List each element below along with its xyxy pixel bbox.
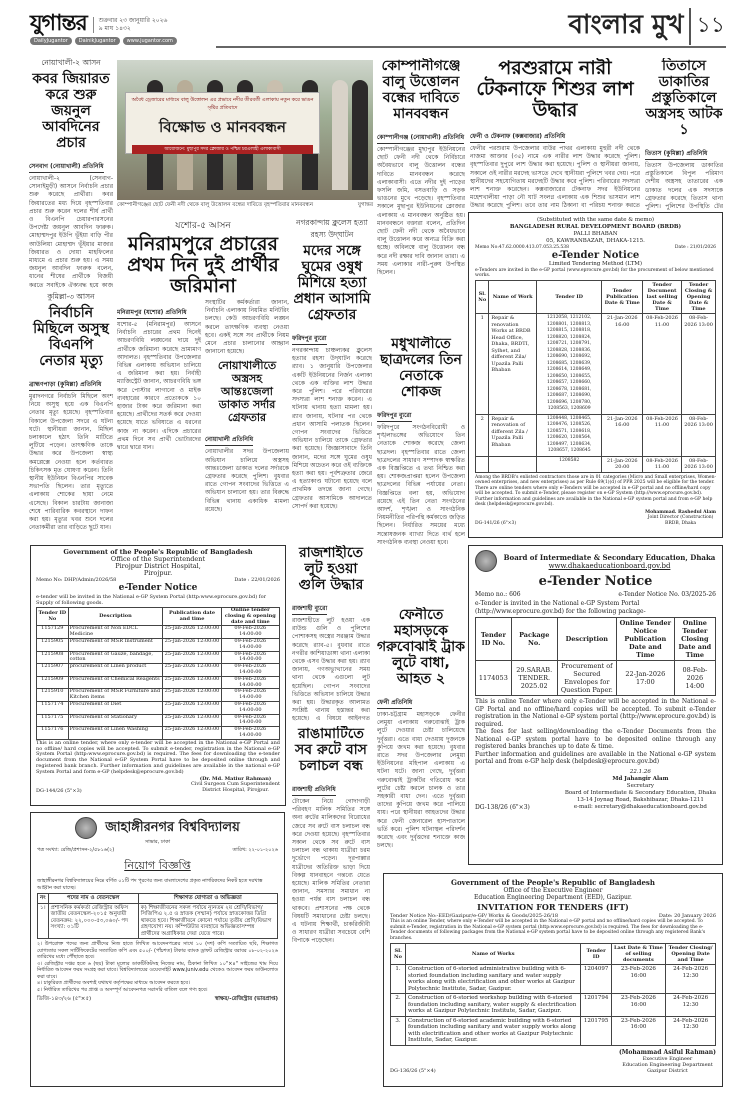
table-cell: 25-Jan-2026 12:00:00	[163, 676, 221, 689]
article-body: কোম্পানীগঞ্জের মুছাপুর ইউনিয়নের ছোট ফেনী নদী থেকে নির্বিচারে অবৈধভাবে বালু উত্তোলন বন্ধের দাবিতে মানববন্ধন করেছে এলাকাবাসী। এতে নদীর দুই পাড়ের ফসলি জমি, বসতবাড়ি ও সড়ক ভাঙনের মুখে পড়েছে। বৃহস্পতিবার সকালে মুছাপুর ইউনিয়নের ক্লোজার এলাকায় এ মানববন্ধন অনুষ্ঠিত হয়। মানববন্ধনে বক্তারা বলেন, প্রতিদিন ছোট ফেনী নদী থেকে অবৈধভাবে বালু উত্তোলন করে অন্যত্র বিক্রি করা হচ্ছে। অবিলম্বে বালু উত্তোলন বন্ধ করে নদী রক্ষার দাবি জানান তারা। এ সময় এলাকার নারী-পুরুষ উপস্থিত ছিলেন।	[377, 146, 465, 277]
note-item: ৩। রেজিস্ট্রার দপ্তর হতে ৬ (ছয়) টাকা মূল্যের ডাকটিকিটসহ নিজের নাম, ঠিকানা লিখিত ১০"×৪" সাইজের খাম দিয়ে নির্ধারিত আবেদন ফরম সংগ্রহ করা যাবে। বিশ্ববিদ্যালয়ের ওয়েবসাইট www.juniv.edu থেকেও আবেদন ফরম ডাউনলোড করা যাবে।	[37, 960, 278, 980]
table-cell: Procurement of Stationary	[68, 714, 163, 727]
table-cell: 2	[476, 414, 489, 456]
column-header: Online Tender Closing Date and Time	[674, 618, 715, 661]
table-cell: 1208448, 1208465, 1208476, 1208526, 1208571, 1208618, 1208620, 1208564, 1208497, 1208634, 1208657, 1208645	[536, 414, 602, 456]
column-header: Tender Publication Date & Time	[602, 281, 643, 314]
table-cell: 3.	[391, 1016, 406, 1045]
table-cell: 09-Feb-2026 14:00:00	[221, 651, 279, 664]
board-seal-icon	[475, 550, 497, 572]
org-line: PALLI BHABAN	[573, 231, 618, 237]
ju-notes	[37, 941, 278, 993]
signatory: স্বাক্ষর/-রেজিস্ট্রার (ভারপ্রাপ্ত)	[214, 996, 278, 1002]
column-header: পদের নাম ও বেতনস্কেল	[48, 894, 138, 904]
dhaka-board-tender-notice	[468, 545, 723, 865]
notice-intro: This is an online Tender, where only e-Tender will be accepted in the National e-GP portal and no offline/hard copies will be accepted. To submit e-Tender, registration in the National e-GP system portal (http:www.eprocure.gov.bd) is required. The fees for downloading the e-Tender documents of following packages from the National e-GP system portal have to be deposited online through any registered Bank's branches.	[390, 919, 706, 941]
section-title: বাংলার মুখ	[568, 10, 684, 40]
table-cell: 24-Feb-2026 12:30	[666, 994, 716, 1017]
protest-banner	[125, 92, 320, 154]
notice-intro: e-Tender is invited in the National e-GP System Portal (http://www.eprocure.gov.bd) for the following package-	[475, 600, 646, 615]
table-cell: 1204097	[581, 965, 611, 994]
dg-code: DG-136/26 (5"×4)	[390, 1067, 436, 1074]
ju-job-circular	[30, 812, 285, 1087]
table-cell: Procurement of Gauze, bandage, cotton	[68, 651, 163, 664]
signatory-name: (Mohammad Asiful Rahman)	[618, 1048, 716, 1056]
article-jessore	[117, 218, 289, 540]
memo-no: পত্র সংখ্যা: রেজি/প্রশাসন-২/৫৮১৬(২)	[37, 847, 115, 853]
table-header-row	[476, 281, 716, 314]
table-cell: 1215908	[37, 651, 69, 664]
online-tender-text: There are online tenders where only e-Tenders will be accepted in e-GP portal and no offline/hard copy will be accepted. To submit e-Tender, please register on e-GP System (http://www.eprocure.gov.bd). Further information and guidelines are available in the National e-GP system portal and from e-GP help desk (helpdesk@eprocure.gov.bd).	[475, 485, 713, 507]
university-name: জাহাঙ্গীরনগর বিশ্ববিদ্যালয়	[105, 819, 240, 835]
column-header: নং	[38, 894, 49, 904]
table-cell: 09-Feb-2026 14:00:00	[221, 626, 279, 639]
newspaper-logo: যুগান্তর	[30, 11, 87, 36]
table-cell: 25-Jan-2026 12:00:00	[163, 638, 221, 651]
article-nagarkanda	[292, 218, 372, 540]
dg-code: ডিজি-১৪৩/২৬ (৫"×৫)	[37, 996, 92, 1002]
byline: ব্রাহ্মণপাড়া (কুমিল্লা) প্রতিনিধি	[29, 379, 101, 391]
table-cell: 09-Feb-2026 14:00:00	[221, 714, 279, 727]
table-cell: Construction of 6-storied academic building with 6-storied foundation including sanitary and water supply works along with electrification and other works at Gazipur Polytechnic Institute, Sadar, Gazipur.	[406, 1016, 581, 1045]
headline: রাজশাহীতে লুট হওয়া গুলি উদ্ধার	[298, 545, 364, 593]
table-cell: 1208582	[536, 456, 602, 472]
byline: কোম্পানীগঞ্জ (নোয়াখালী) প্রতিনিধি	[377, 132, 464, 144]
table-cell: 08-Feb-2026 11:00	[643, 456, 682, 472]
date-bengali: ৯ মাঘ ১৪৩২	[98, 24, 131, 32]
table-cell: 1201794	[581, 994, 611, 1017]
table-cell: Construction of 6-storied workshop building with 6-storied foundation including sanitary, water supply & electrification works at Gazipur Polytechnic Institute, Sadar, Gazipur.	[406, 994, 581, 1017]
column-header: Tender ID	[536, 281, 602, 314]
table-cell: Repair & renovation of different Zila / Upazila Palli Bhaban	[489, 414, 536, 456]
byline: ফরিদপুর ব্যুরো	[377, 410, 412, 422]
date-gregorian: শুক্রবার ২৩ জানুয়ারি ২০২৬	[98, 16, 168, 24]
table-cell: procurement of Linen product	[68, 664, 163, 677]
university-logo-icon	[75, 817, 97, 839]
dg-code: DG-138/26 (6"×3)	[475, 803, 530, 811]
column-header: Publication date and time	[163, 608, 221, 626]
notice-intro: e-Tenders are invited in the e-GP portal (www.eprocure.gov.bd) for the procurement of below mentioned works.	[475, 268, 714, 278]
org-gov: Government of the People's Republic of Bangladesh	[451, 878, 655, 887]
notice-no: e-Tender Notice No. 03/2025-26	[618, 591, 716, 598]
headline-dacoit: নোয়াখালীতে অস্ত্রসহ আন্তঃজেলা ডাকাত সর্দার গ্রেফতার	[217, 359, 277, 425]
table-cell: 29.SARAB. TENDER. 2025.02	[511, 661, 557, 696]
notice-footer: This is an online tender, where only e-tender will be accepted in the National e-GP Portal and no offline/ hard copies will be accepted. To submit e-tender, registration in the National e-GP System Portal (http:www.eprocure.gov.bd) is required. The fees for downloading the e-tender document from the National e-GP System Portal have to be deposited online through and registered bank branch. Further information and guidelines are available in the national e-GP System Portal and form e-GP (helpdesk@eprocure.gov.bd)	[36, 739, 280, 775]
page-number: ১১	[689, 8, 725, 45]
kicker: যশোর-৫ আসন	[175, 221, 231, 231]
table-cell: Procurement of Chemical Reagents	[68, 676, 163, 689]
table-row	[37, 701, 280, 714]
notice-date: Date : 21/01/2026	[674, 245, 716, 250]
photo-caption	[117, 202, 373, 210]
table-cell: 22-Jan-2026 17:00	[616, 661, 674, 696]
table-cell: 25-Jan-2026 12:00:00	[163, 689, 221, 702]
signatory-email: e-mail: secretary@dhakaeducationboard.gov.bd	[573, 803, 707, 810]
note-item: ৫। নির্ধারিত তারিখের পর প্রাপ্ত ও অসম্পূর্ণ আবেদনপত্র সরাসরি বাতিল বলে গণ্য হবে।	[37, 986, 208, 993]
table-cell: 25-Jan-2026 12:00:00	[163, 701, 221, 714]
byline: রাজশাহী ব্যুরো	[292, 603, 327, 615]
table-cell: 09-Feb-2026 14:00:00	[221, 638, 279, 651]
org-name: Education Engineering Department (EED), Gazipur.	[474, 894, 632, 901]
table-cell: 1201795	[581, 1016, 611, 1045]
table-cell: 09-Feb-2026 14:00:00	[221, 701, 279, 714]
article-body: নগরকান্দায় চাঞ্চল্যকর ক্লুলেস হত্যার রহস্য উদ্‌ঘাটন করেছে র‍্যাব। ১ জানুয়ারি উপজেলার একটি ইউনিয়নের নির্জন এলাকা থেকে এক ব্যক্তির লাশ উদ্ধার করে পুলিশ। পরে পরিবারের সদস্যরা লাশ শনাক্ত করেন। এ ঘটনায় থানায় হত্যা মামলা হয়। র‍্যাব জানায়, ঘটনার পর থেকে প্রধান আসামি পলাতক ছিলেন। গোপন সংবাদের ভিত্তিতে অভিযান চালিয়ে তাকে গ্রেফতার করা হয়েছে। জিজ্ঞাসাবাদে তিনি জানান, মদের সঙ্গে ঘুমের ওষুধ মিশিয়ে অচেতন করে ওই ব্যক্তিকে হত্যা করা হয়। পূর্বশত্রুতার জেরে এ হত্যাকাণ্ড ঘটানো হয়েছে বলে প্রাথমিক তদন্তে জানা গেছে। গ্রেফতার আসামিকে আদালতে সোপর্দ করা হয়েছে।	[292, 347, 372, 510]
table-header-row	[476, 618, 716, 661]
notice-title: e-Tender Notice	[118, 583, 198, 593]
signatory-title: Civil Surgeon Cum Superintendent	[190, 781, 280, 788]
table-cell: 21-Jan-2026 16:00	[602, 414, 643, 456]
dg-code: DG-144/26 (5"×3)	[36, 787, 82, 794]
table-row	[37, 689, 280, 702]
headline: ফেনীতে মহাসড়কে গরুবোঝাই ট্রাক লুটে বাধা, আহত ২	[377, 607, 465, 687]
table-cell: 1215910	[37, 689, 69, 702]
table-cell: 09-Feb-2026 14:00:00	[221, 727, 279, 740]
table-cell: 1215907	[37, 664, 69, 677]
table-cell: 24-Feb-2026 12:30	[666, 1016, 716, 1045]
byline: নোয়াখালী প্রতিনিধি	[205, 434, 253, 446]
notice-title: INVITATION FOR TENDERS (IFT)	[477, 902, 629, 912]
table-cell: 1.	[391, 965, 406, 994]
caption-text: কোম্পানীগঞ্জের ছোট ফেনী নদী থেকে বালু উত্তোলন বন্ধের দাবিতে বৃহস্পতিবার মানববন্ধন	[117, 202, 313, 208]
article-body: যশোর-৫ (মনিরামপুর) আসনে নির্বাচনি প্রচারের প্রথম দিনেই আচরণবিধি লঙ্ঘনের দায়ে দুই প্রার্থীকে জরিমানা করেছে ভ্রাম্যমাণ আদালত। বৃহস্পতিবার উপজেলার বিভিন্ন এলাকায় অভিযান চালিয়ে এ জরিমানা করা হয়। নির্বাহী ম্যাজিস্ট্রেট জানান, আচরণবিধি ভঙ্গ করে পোস্টার লাগানো ও মাইক ব্যবহারের কারণে প্রত্যেককে ১০ হাজার টাকা করে জরিমানা করা হয়েছে। প্রার্থীদের সতর্ক করে দেওয়া হয়েছে যাতে ভবিষ্যতে এ ধরনের কাজ না করেন। এদিকে প্রচারের প্রথম দিনে সব প্রার্থী ভোটারদের দ্বারে দ্বারে যান।	[117, 321, 201, 452]
university-location: সাভার, ঢাকা	[144, 839, 171, 845]
table-cell: 25-Jan-2026 12:00:00	[163, 664, 221, 677]
notice-title: e-Tender Notice	[538, 574, 653, 589]
column-header: Online Tender Notice Publication Date and Time	[616, 618, 674, 661]
table-cell: প্রশাসনিক কর্মকর্তা রেজিস্ট্রার অফিস জাতীয় বেতনস্কেল-২০১৫ অনুযায়ী বেতনক্রম: ২২,০০০-৫৩,০৬০/- পদ সংখ্যা: ০১টি	[48, 903, 138, 939]
notice-date: Date: 20 January 2026	[658, 913, 716, 919]
kicker: কুমিল্লা-৩ আসন	[47, 292, 95, 301]
article-companiganj	[377, 58, 465, 333]
table-row	[391, 965, 716, 994]
table-cell: 1212058, 1212102, 1208801, 1208813, 1208815, 1208818, 1208820, 1208824, 1208721, 1208791, 1208828, 1208836, 1208690, 1208692, 1208685, 1208639, 1208614, 1208649, 1208650, 1208655, 1208657, 1208660, 1208678, 1208681, 1208687, 1208690, 1208696, 1208780, 1208563, 1208609	[536, 314, 602, 415]
column-header: Tender ID No.	[476, 618, 512, 661]
column-header: Name of Work	[489, 281, 536, 314]
memo-no: Memo No:47.62.0000.413.07.053.25.538	[475, 245, 569, 250]
table-header-row	[38, 894, 278, 904]
table-cell: 1157176	[37, 727, 69, 740]
article-body: রাজশাহীতে লুট হওয়া এক রাউন্ড গুলি ও পুলিশের পোশাকসহ অস্ত্রের সরঞ্জাম উদ্ধার করেছে র‍্যাব-৫। বুধবার রাতে নগরীর কাশিয়াডাঙ্গা থানা এলাকা থেকে এসব উদ্ধার করা হয়। র‍্যাব জানায়, গণঅভ্যুত্থানের সময় থানা থেকে এগুলো লুট হয়েছিল। গোপন সংবাদের ভিত্তিতে অভিযান চালিয়ে উদ্ধার করা হয়। উদ্ধারকৃত আলামত সংশ্লিষ্ট থানায় হস্তান্তর করা হয়েছে। এ বিষয়ে আইনগত	[292, 617, 370, 723]
table-cell: 23-Feb-2026 16:00	[611, 994, 665, 1017]
table-cell: 1157174	[37, 701, 69, 714]
table-cell: 24-Feb-2026 12:30	[666, 965, 716, 994]
org-name: Board of Intermediate & Secondary Education, Dhaka	[503, 552, 716, 562]
table-cell: Procurement of Diet	[68, 701, 163, 714]
article-noakhali	[29, 58, 113, 290]
social-links	[30, 37, 177, 45]
article-body: ঢাকা-চট্টগ্রাম মহাসড়কে ফেনীর লেমুয়া এলাকায় গরুবোঝাই ট্রাক লুটে দেওয়ার চেষ্টা চালিয়েছে দুর্বৃত্তরা। এতে বাধা দেওয়ায় দুজনকে কুপিয়ে জখম করা হয়েছে। বুধবার রাতে সদর উপজেলার লেমুয়া ইউনিয়নের মহিপাল এলাকায় এ ঘটনা ঘটে। জানা গেছে, দুর্বৃত্তরা গরুবোঝাই ট্রাকটির গতিরোধ করে লুটের চেষ্টা করলে চালক ও তার সহকারী বাধা দেন। এতে দুর্বৃত্তরা তাদের কুপিয়ে জখম করে পালিয়ে যায়। পরে স্থানীয়রা আহতদের উদ্ধার করে ফেনী জেনারেল হাসপাতালে ভর্তি করে। পুলিশ ঘটনাস্থল পরিদর্শন করেছে এবং দুর্বৃত্তদের শনাক্তে কাজ চলছে।	[377, 711, 465, 850]
table-cell: 08-Feb-2026 14:00	[674, 661, 715, 696]
table-cell: Procurement of Secured Envelopes for Question Paper.	[557, 661, 616, 696]
table-row	[37, 714, 280, 727]
signatory-office: BRDB, Dhaka	[665, 520, 697, 526]
column-header: Tender Closing/ Opening Date and Time	[666, 944, 716, 965]
notice-title: e-Tender Notice	[551, 250, 640, 261]
article-comilla	[29, 292, 113, 540]
board-website-link[interactable]: www.dhakaeducationboard.gov.bd	[548, 561, 671, 570]
headline: কবর জিয়ারত করে শুরু জয়নুল আবদিনের প্রচার	[32, 71, 110, 151]
table-cell: 09-Feb-2026 14:00:00	[221, 676, 279, 689]
signatory-office: Board of Intermediate & Secondary Education, Dhaka	[564, 789, 716, 796]
table-cell: 09-Feb-2026 14:00:00	[221, 689, 279, 702]
table-cell: 23-Feb-2026 16:00	[611, 965, 665, 994]
table-row	[37, 676, 280, 689]
table-row	[391, 1016, 716, 1045]
note-item: ৪। চাকুরিরত প্রার্থীদের অবশ্যই যথাযথ কর্তৃপক্ষের মাধ্যমে আবেদন করতে হবে।	[37, 980, 190, 986]
article-body: ফেনীর পরশুরাম উপজেলার বাউর পাথর এলাকায় মুহুরী নদী থেকে নাজমা আক্তার (৩৫) নামে এক নারীর লাশ উদ্ধার করেছে পুলিশ। বৃহস্পতিবার দুপুরে লাশ উদ্ধার করা হয়েছে। পুলিশ ও স্থানীয়রা জানায়, সকালে ওই নারীর মরদেহ ভাসতে দেখে স্থানীয়রা পুলিশে খবর দেয়। পরে স্থানীয়দের সহযোগিতায় মরদেহটি উদ্ধার করে পুলিশ। পরিবারের সদস্যরা লাশ শনাক্ত করেছেন। কক্সবাজারের টেকনাফ সদর ইউনিয়নের মহেশখালীয়া পাড়া নৌ ঘাট সংলগ্ন এলাকায় এক শিশুর ভাসমান লাশ উদ্ধার করেছে পুলিশ। তবে তার নাম ঠিকানা বা পরিচয় শনাক্ত করতে	[470, 145, 640, 210]
headline: কোম্পানীগঞ্জে বালু উত্তোলন বন্ধের দাবিতে মানববন্ধন	[381, 58, 461, 122]
memo-no: Memo no.: 606	[475, 591, 521, 598]
table-header-row	[391, 944, 716, 965]
table-cell: Procurement of Non EDCL Medicine	[68, 626, 163, 639]
table-row	[476, 314, 716, 415]
table-row	[476, 456, 716, 472]
brdb-tender-notice	[468, 212, 723, 538]
pirojpur-tender-notice	[30, 545, 286, 806]
table-row	[38, 903, 278, 939]
table-cell: 08-Feb-2026 13:00	[682, 414, 716, 456]
notice-date: Date : 22/01/2026	[234, 577, 280, 583]
table-cell: 1	[476, 314, 489, 415]
section-header	[568, 4, 725, 48]
table-cell	[489, 456, 536, 472]
notice-intro: e-tender will be invited in the National e-GP System Portal (http:www.eprocure.gov.bd) for Supply of following goods.	[36, 594, 267, 606]
article-madhukhali	[377, 336, 465, 604]
headline: মনিরামপুরে প্রচারের প্রথম দিন দুই প্রার্থীর জরিমানা	[127, 233, 279, 297]
table-row	[37, 664, 280, 677]
signatory-title: Joint Director (Construction)	[647, 515, 714, 520]
table-cell: Procurement of Linen Washing	[68, 727, 163, 740]
table-header-row	[37, 608, 280, 626]
table-cell: 1174053	[476, 661, 512, 696]
twitter-link[interactable]: DainikJugantor	[75, 37, 120, 45]
kicker: নোয়াখালী-২ আসন	[41, 58, 101, 67]
table-row	[37, 727, 280, 740]
column-header: Tender ID	[581, 944, 611, 965]
signature: 22.1.26	[629, 768, 651, 775]
brdb-tender-table	[475, 280, 716, 473]
table-row	[476, 414, 716, 456]
column-header: Name of Works	[406, 944, 581, 965]
column-header: শিক্ষাগত যোগ্যতা ও অভিজ্ঞতা	[138, 894, 277, 904]
banner-text: অবৈধ ড্রেজারের মাধ্যমে বালু উত্তোলন এর প্রভাবে নদীর তীরবর্তী এলাকায় নতুন করে ভাঙন সৃষ্টির প্রতিবাদে	[131, 97, 314, 111]
table-cell: Procurement of MSR Furniture and Kitchen items	[68, 689, 163, 702]
note-item: ২। উপরোক্ত পদের জন্য প্রার্থীদের নিজ হাতে লিখিত আবেদনপত্রের সাথে ১০ (দশ) কপি সত্যায়িত ছবি, শিক্ষাগত যোগ্যতার সকল সার্টিফিকেটের সত্যায়িত কপি এবং ৫০০/- (পাঁচশত) টাকার ব্যাংক ড্রাফট রেজিস্ট্রার বরাবর ০৮-০২-২০২৬ তারিখের মধ্যে পৌঁছাতে হবে।	[37, 941, 278, 960]
memo-no: Memo No: DHP/Admin/2026/58	[36, 577, 117, 583]
table-cell: ক) শিক্ষাজীবনের সকল পর্যায়ে ন্যূনতম ২য় শ্রেণি/বিভাগ/সিজিপিএ ২.৫ ও স্নাতক (সম্মান) পর্যায়ে স্নাতকোত্তর ডিগ্রি থাকতে হবে। শিক্ষাজীবনে কোনো পর্যায়ে তৃতীয় শ্রেণি/বিভাগ গ্রহণযোগ্য নয়। কম্পিউটার ব্যবহারে অভিজ্ঞতাসম্পন্ন প্রার্থীদের অগ্রাধিকার দেয়া যেতে পারে।	[138, 903, 277, 939]
photo-credit: যুগান্তর	[357, 202, 373, 208]
byline: সেনবাগ (নোয়াখালী) প্রতিনিধি	[29, 161, 104, 173]
table-cell: Procurement of MSR Instrument	[68, 638, 163, 651]
signatory-name: Md Jahangir Alam	[612, 775, 669, 782]
table-cell: 21-Jan-2026 20:00	[602, 456, 643, 472]
table-cell: 1215909	[37, 676, 69, 689]
ju-post-table	[37, 893, 278, 939]
tender-method: Limited Tendering Method (LTM)	[548, 261, 643, 267]
notice-note: (Substituted with the same date & memo)	[536, 217, 655, 223]
table-cell: 08-Feb-2026 13:00	[682, 456, 716, 472]
byline: তিতাস (কুমিল্লা) প্রতিনিধি	[645, 148, 707, 160]
headline: মধুখালীতে ছাত্রদলের তিন নেতাকে শোকজ	[380, 336, 462, 400]
table-cell: 25-Jan-2026 12:00:00	[163, 727, 221, 740]
eligibility-text: Among the BRDB's enlisted contractors those are in 01 categories (Micro and Small enterprises, Women-owned enterprises, and new enterprises) as per Rule 69(1)(d) of PPR 2025 will be eligible for the tender.	[475, 474, 717, 485]
banner-title: বিক্ষোভ ও মানববন্ধন	[159, 118, 286, 136]
column-header: Online tender closing & opening date and time	[221, 608, 279, 626]
signatory-name: Mohammad. Rashedul Alam	[645, 509, 716, 515]
website-link[interactable]: www.jugantor.com	[123, 37, 177, 45]
banner-organizer: আয়োজনে: মুছাপুর সদর ক্লোজার ও পশ্চিম চরএলাহী এলাকাবাসী	[132, 145, 313, 154]
column-header: SL No	[391, 944, 406, 965]
org-office: Office of the Superintendent	[110, 555, 206, 563]
article-feni	[377, 607, 465, 867]
issue-date	[93, 17, 168, 33]
column-header: Description	[68, 608, 163, 626]
org-address: 05, KAWRANBAZAR, DHAKA-1215.	[546, 238, 645, 244]
notice-date: তারিখ: ২২-০১-২০২৬	[232, 847, 278, 853]
article-body: নোয়াখালী-২ (সেনবাগ-সোনাইমুড়ী) আসনে নির্বাচনি প্রচার শুরু করেছে প্রার্থীরা। কবর জিয়ারতের মধ্য দিয়ে বৃহস্পতিবার প্রচার শুরু করেন দলের শীর্ষ প্রার্থী ও বিএনপি চেয়ারপারসনের উপদেষ্টা জয়নুল আবদিন ফারুক। মোহাম্মদপুর ইউপি ভূঁইয়া বাড়ি পীর আউলিয়া মোহাম্মদ ভূঁইয়ার মাজার জিয়ারত ও দোয়া মাহফিলের মাধ্যমে এ প্রচার শুরু হয়। এ সময় জয়নুল আবদিন ফারুক বলেন, ধানের শীষের প্রার্থীকে বিজয়ী করতে সবাইকে ঐক্যবদ্ধ হয়ে কাজ	[29, 175, 113, 289]
table-cell: 25-Jan-2026 12:00:00	[163, 651, 221, 664]
column-header: Last Date & Time of selling documents	[611, 944, 665, 965]
table-cell: 1157129	[37, 626, 69, 639]
signatory-title: Secretary	[626, 782, 655, 789]
table-cell: 2.	[391, 994, 406, 1017]
table-cell	[476, 456, 489, 472]
column-header: Description	[557, 618, 616, 661]
dg-code: DG-141/26 (6"×3)	[475, 521, 517, 526]
table-cell: 21-Jan-2026 16:00	[602, 314, 643, 415]
article-bus-strike	[292, 726, 370, 1090]
signatory-district: Gazipur District	[647, 1067, 688, 1074]
table-cell: 08-Feb-2026 11:00	[643, 414, 682, 456]
table-cell: Repair & renovation Works at BRDB Head Office, Dhaka, BRDTI, Sylhet, and different Zila/ Upazila Palli Bhaban	[489, 314, 536, 415]
gazipur-tender-table	[390, 943, 716, 1046]
notice-paragraph: This is online Tender where only e-Tender will be accepted in the National e-GP Portal and no offline/hard copies will be accepted. To submit e-Tender registration in the National e-GP system portal (http://www.eprocure.gov.bd) is required.	[475, 698, 716, 728]
column-header: Tender ID No	[37, 608, 69, 626]
headline: নির্বাচনি মিছিলে অসুস্থ বিএনপি নেতার মৃত্যু	[33, 305, 109, 369]
table-cell: 09-Feb-2026 14:00:00	[221, 664, 279, 677]
table-row	[476, 661, 716, 696]
table-cell: ১।	[38, 903, 49, 939]
org-name: Pirojpur District Hospital,	[115, 562, 201, 570]
signatory-name: (Dr. Md. Matiur Rahman)	[199, 775, 272, 782]
headline: তিতাসে ডাকাতির প্রস্তুতিকালে অস্ত্রসহ আটক ১	[645, 58, 723, 138]
table-row	[391, 994, 716, 1017]
org-gov: Government of the People's Republic of Bangladesh	[63, 548, 253, 556]
column-header: Tender Document last selling Date & Time	[643, 281, 682, 314]
facebook-link[interactable]: DailyJugantor	[30, 37, 72, 45]
table-row	[37, 638, 280, 651]
headline: রাঙামাটিতে সব রুটে বাস চলাচল বন্ধ	[295, 726, 367, 774]
signatory-title: Executive Engineer	[642, 1055, 693, 1062]
article-body: তিতাস উপজেলায় ডাকাতির প্রস্তুতিকালে বিপুল পরিমাণ দেশীয় অস্ত্রসহ তাতারের এক ডাকাত দলের এক সদস্যকে গ্রেফতার করেছে তিতাস থানা পুলিশ। পুলিশের উপস্থিতি টের	[645, 162, 723, 210]
article-titas	[645, 58, 723, 210]
byline: ফেনী প্রতিনিধি	[377, 697, 412, 709]
byline: ফরিদপুর ব্যুরো	[292, 333, 327, 345]
article-parshuram	[470, 58, 640, 210]
table-cell: 08-Feb-2026 13:00	[682, 314, 716, 415]
table-cell: 23-Feb-2026 16:00	[611, 1016, 665, 1045]
headline: মদের সঙ্গে ঘুমের ওষুধ মিশিয়ে হত্যা প্রধান আসামি গ্রেফতার	[293, 243, 371, 323]
gazipur-ift-notice	[383, 873, 723, 1087]
notice-no: Tender Notice No:-EED/Gazipur/e-GP/ Works & Goods/2025-26/18	[390, 913, 559, 919]
column-header: Sl. No	[476, 281, 489, 314]
protest-photo	[117, 60, 373, 200]
article-body: মুরাদনগরে নির্বাচনি মিছিলে অংশ নিয়ে অসুস্থ হয়ে এক বিএনপি নেতার মৃত্যু হয়েছে। বৃহস্পতিবার বিকালে উপজেলা সদরে এ ঘটনা ঘটে। স্থানীয়রা জানান, মিছিল চলাকালে হঠাৎ তিনি মাটিতে লুটিয়ে পড়েন। তাৎক্ষণিক তাকে উদ্ধার করে উপজেলা স্বাস্থ্য কমপ্লেক্সে নেওয়া হলে কর্তব্যরত চিকিৎসক মৃত ঘোষণা করেন। তিনি স্থানীয় ইউনিয়ন বিএনপির সাবেক সভাপতি ছিলেন। তার মৃত্যুতে এলাকায় শোকের ছায়া নেমে এসেছে। বিকাল চারটায় জানাজা শেষে পারিবারিক কবরস্থানে দাফন করা হয়। মৃত্যুর খবর শুনে দলের নেতাকর্মীরা তার বাড়িতে ছুটে যান।	[29, 393, 113, 532]
notice-intro: জাহাঙ্গীরনগর বিশ্ববিদ্যালয়ের নিম্নে বর্ণিত ০১টি পদ পূরণের জন্য বাংলাদেশের প্রকৃত নাগরিকদের নিকট হতে দরখাস্ত আহ্বান করা যাচ্ছে।	[37, 878, 263, 891]
article-body: টোকেন নিয়ে গোদাগাড়ী পরিবহণ মালিক সমিতির সঙ্গে অন্য রুটের মালিকদের বিরোধের জেরে সব রুটে বাস চলাচল বন্ধ করে দেওয়া হয়েছে। বৃহস্পতিবার সকাল থেকে সব রুটে বাস চলাচল বন্ধ থাকায় যাত্রীরা চরম দুর্ভোগে পড়েন। দূরপাল্লার যাত্রীদের অতিরিক্ত ভাড়া দিয়ে বিকল্প যানবাহনে গন্তব্যে যেতে হয়েছে। মালিক সমিতির নেতারা জানান, সমস্যার সমাধান না হওয়া পর্যন্ত বাস চলাচল বন্ধ থাকবে। প্রশাসনের পক্ষ থেকে বিষয়টি সমাধানের চেষ্টা চলছে। এ ঘটনায় শিক্ষার্থী, চাকরিজীবী ও সাধারণ যাত্রীরা সবচেয়ে বেশি বিপাকে পড়েছেন।	[292, 798, 370, 945]
table-cell: 25-Jan-2026 12:00:00	[163, 626, 221, 639]
notice-paragraph: The fees for last selling/downloading the e-Tender Documents from the National e-GP system portal have to be deposited online through any registered banks branches up to date & time.	[475, 728, 716, 750]
table-row	[37, 651, 280, 664]
org-location: Pirojpur.	[143, 569, 173, 577]
byline: রাজশাহী প্রতিনিধি	[292, 784, 336, 796]
column-header: Package No.	[511, 618, 557, 661]
pirojpur-tender-table	[36, 607, 280, 740]
article-body: নোয়াখালীর সদর উপজেলায় অভিযান চালিয়ে অস্ত্রসহ আন্তঃজেলা ডাকাত দলের সর্দারকে গ্রেফতার করেছে পুলিশ। বুধবার রাতে গোপন সংবাদের ভিত্তিতে এ অভিযান চালানো হয়। তার বিরুদ্ধে বিভিন্ন থানায় একাধিক মামলা রয়েছে।	[205, 448, 289, 513]
article-body-continued: সংস্থাটির কর্মকর্তারা জানান, নির্বাচনি এলাকায় নিয়মিত মনিটরিং চলছে। কেউ আচরণবিধি লঙ্ঘন করলে তাৎক্ষণিক ব্যবস্থা নেওয়া হবে। একই সঙ্গে সব প্রার্থীকে নিয়ম মেনে প্রচার চালানোর আহ্বান জানানো হয়েছে।	[205, 299, 289, 356]
org-name: BANGLADESH RURAL DEVELOPMENT BOARD (BRDB)	[509, 224, 682, 230]
dhaka-tender-table	[475, 617, 716, 696]
signatory-office: Education Engineering Department	[622, 1061, 713, 1068]
column-header: Tender Closing & Opening Date & Time	[682, 281, 716, 314]
byline: ফেনী ও টেকনাফ (কক্সবাজার) প্রতিনিধি	[470, 131, 565, 143]
table-cell: Construction of 6-storied administrative building with 6-storied foundation including sanitary and water supply works along with electrification and other works at Gazipur Polytechnic Institute, Sadar, Gazipur.	[406, 965, 581, 994]
org-office: Office of the Executive Engineer	[503, 887, 603, 894]
article-body: ফরিদপুরে সংগঠনবিরোধী ও শৃঙ্খলাভঙ্গের অভিযোগে তিন নেতাকে শোকজ করেছে জেলা ছাত্রদল। বৃহস্পতিবার রাতে জেলা ছাত্রদলের সাধারণ সম্পাদক স্বাক্ষরিত এক বিজ্ঞপ্তিতে এ তথ্য নিশ্চিত করা হয়। শোকজপ্রাপ্তরা হলেন উপজেলা ছাত্রদলের বিভিন্ন পর্যায়ের নেতা। বিজ্ঞপ্তিতে বলা হয়, অভিযোগ রয়েছে এই তিন নেতা সংগঠনের আদর্শ, শৃঙ্খলা ও সাংগঠনিক নিয়মনীতির পরিপন্থি কর্মকাণ্ডে জড়িত ছিলেন। নির্ধারিত সময়ের মধ্যে সন্তোষজনক ব্যাখ্যা দিতে ব্যর্থ হলে সাংগঠনিক ব্যবস্থা নেওয়া হবে।	[377, 424, 465, 546]
notice-paragraph: Further information and guidelines are available in the National e-GP system portal and from e-GP help desk (helpdesk@eprocure.gov.bd)	[475, 750, 716, 765]
table-cell: 1215905	[37, 638, 69, 651]
table-row	[37, 626, 280, 639]
headline: পরশুরামে নারী টেকনাফে শিশুর লাশ উদ্ধার	[476, 58, 634, 121]
notice-title: নিয়োগ বিজ্ঞপ্তি	[124, 859, 191, 872]
signatory-address: 13-14 Joynag Road, Bakshibazar, Dhaka-1211	[576, 796, 704, 803]
table-cell: 1157175	[37, 714, 69, 727]
byline: মনিরামপুর (যশোর) প্রতিনিধি	[117, 307, 187, 319]
table-cell: 25-Jan-2026 12:00:00	[163, 714, 221, 727]
article-rajshahi-bullets	[292, 545, 370, 723]
kicker: নগরকান্দায় ক্লুলেস হত্যা রহস্য উদ্‌ঘাটন	[296, 218, 368, 239]
signatory-office: District Hospital, Pirojpur.	[202, 787, 269, 794]
table-cell: 08-Feb-2026 11:00	[643, 314, 682, 415]
